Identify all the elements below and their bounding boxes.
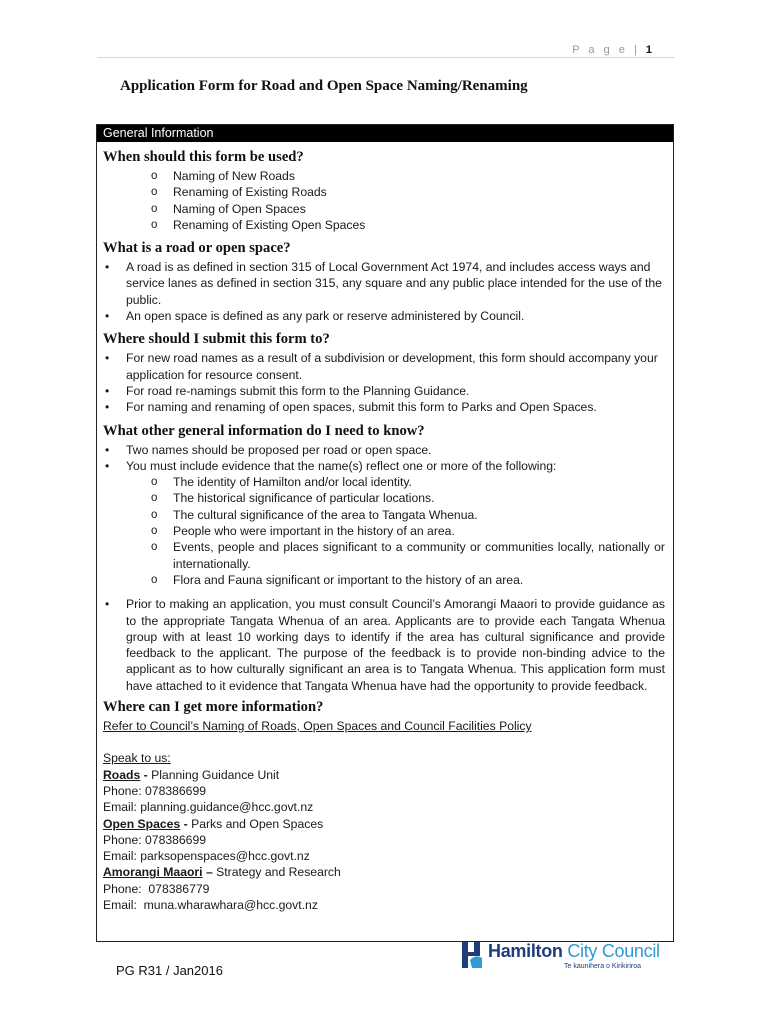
list-item: • For new road names as a result of a subdivision or development, this form should accompany your application for resource consent.: [103, 350, 665, 383]
contact-separator: -: [140, 767, 152, 782]
sublist-item: o Events, people and places significant to a community or communities locally, nationally or internationally.: [126, 539, 665, 572]
list-item: o Renaming of Existing Roads: [103, 184, 665, 200]
heading-road-open-space: What is a road or open space?: [103, 240, 291, 257]
page-number: P a g e | 1: [572, 44, 652, 56]
contact-phone: Phone: 078386779: [103, 881, 210, 896]
when-used-list: [103, 168, 665, 233]
road-open-space-list: [103, 259, 665, 324]
contact-phone: Phone: 078386699: [103, 783, 207, 798]
form-code: PG R31 / Jan2016: [116, 963, 223, 978]
list-item: o Naming of Open Spaces: [103, 201, 665, 217]
heading-when-used: When should this form be used?: [103, 149, 304, 165]
contact-email[interactable]: Email: parksopenspaces@hcc.govt.nz: [103, 849, 310, 864]
spacer: [103, 588, 665, 596]
contact-amorangi-maaori: [103, 864, 665, 880]
sublist-item: o The cultural significance of the area to Tangata Whenua.: [126, 507, 665, 523]
list-item: • Two names should be proposed per road or open space.: [103, 442, 665, 458]
hamilton-city-council-logo: [456, 938, 660, 988]
contact-phone: Phone: 078386699: [103, 832, 207, 847]
contact-separator: –: [202, 865, 217, 880]
list-item: • For naming and renaming of open spaces, submit this form to Parks and Open Spaces.: [103, 399, 665, 415]
contact-unit: Strategy and Research: [216, 865, 341, 880]
sublist-item: o The identity of Hamilton and/or local identity.: [126, 474, 665, 490]
list-item: • A road is as defined in section 315 of Local Government Act 1974, and includes access ways and service lanes as defined in section 315, any square and any public place intended for the use of the public.: [103, 259, 665, 308]
general-info-list: [103, 442, 665, 589]
header-rule: [97, 57, 675, 58]
list-item-text: You must include evidence that the name(s) reflect one or more of the following:: [126, 458, 557, 473]
list-item: • An open space is defined as any park or reserve administered by Council.: [103, 308, 665, 324]
contact-roads: [103, 767, 665, 783]
contact-unit: Planning Guidance Unit: [151, 767, 280, 782]
contact-section: [103, 750, 665, 913]
hcc-logo-icon: [458, 940, 484, 970]
heading-more-info: Where can I get more information?: [103, 699, 324, 716]
logo-tagline: Te kaunihera o Kirikiriroa: [564, 963, 642, 970]
heading-submit: Where should I submit this form to?: [103, 331, 330, 348]
list-item: • For road re-namings submit this form to the Planning Guidance.: [103, 383, 665, 399]
policy-link[interactable]: Refer to Council’s Naming of Roads, Open Spaces and Council Facilities Policy: [103, 719, 532, 734]
evidence-sublist: [126, 474, 665, 588]
contact-unit: Parks and Open Spaces: [191, 816, 324, 831]
sublist-item: o Flora and Fauna significant or important to the history of an area.: [126, 572, 665, 588]
spacer: [103, 734, 665, 750]
speak-to-us-label: Speak to us:: [103, 751, 171, 766]
heading-general-info: What other general information do I need to know?: [103, 422, 425, 439]
sublist-item: o The historical significance of particular locations.: [126, 490, 665, 506]
contact-name: Amorangi Maaori: [103, 865, 203, 880]
sublist-item: o People who were important in the history of an area.: [126, 523, 665, 539]
contact-name: Open Spaces: [103, 816, 181, 831]
contact-email[interactable]: Email: muna.wharawhara@hcc.govt.nz: [103, 897, 318, 912]
contact-email[interactable]: Email: planning.guidance@hcc.govt.nz: [103, 800, 314, 815]
list-item: • Prior to making an application, you must consult Council’s Amorangi Maaori to provide guidance as to the appropriate Tangata Whenua of an area. Applicants are to provide each Tangata Whenua group with at least 10 working days to identify if the area has cultural significance and provide feedback to the applicant. The purpose of the feedback is to provide non-binding advice to the applicant as to how culturally significant an area is to Tangata Whenua. This application form must have attached to it evidence that Tangata Whenua have had the opportunity to provide feedback.: [103, 596, 665, 694]
list-item: o Renaming of Existing Open Spaces: [103, 217, 665, 233]
list-item: o Naming of New Roads: [103, 168, 665, 184]
logo-wordmark: Hamilton City Council: [488, 941, 660, 961]
general-information-box: [96, 124, 674, 942]
contact-open-spaces: [103, 816, 665, 832]
list-item: [103, 458, 665, 588]
submit-list: [103, 350, 665, 415]
consultation-list: [103, 596, 665, 694]
contact-separator: -: [180, 816, 192, 831]
section-header: General Information: [97, 125, 673, 142]
contact-name: Roads: [103, 767, 141, 782]
document-title: Application Form for Road and Open Space Naming/Renaming: [120, 78, 528, 94]
